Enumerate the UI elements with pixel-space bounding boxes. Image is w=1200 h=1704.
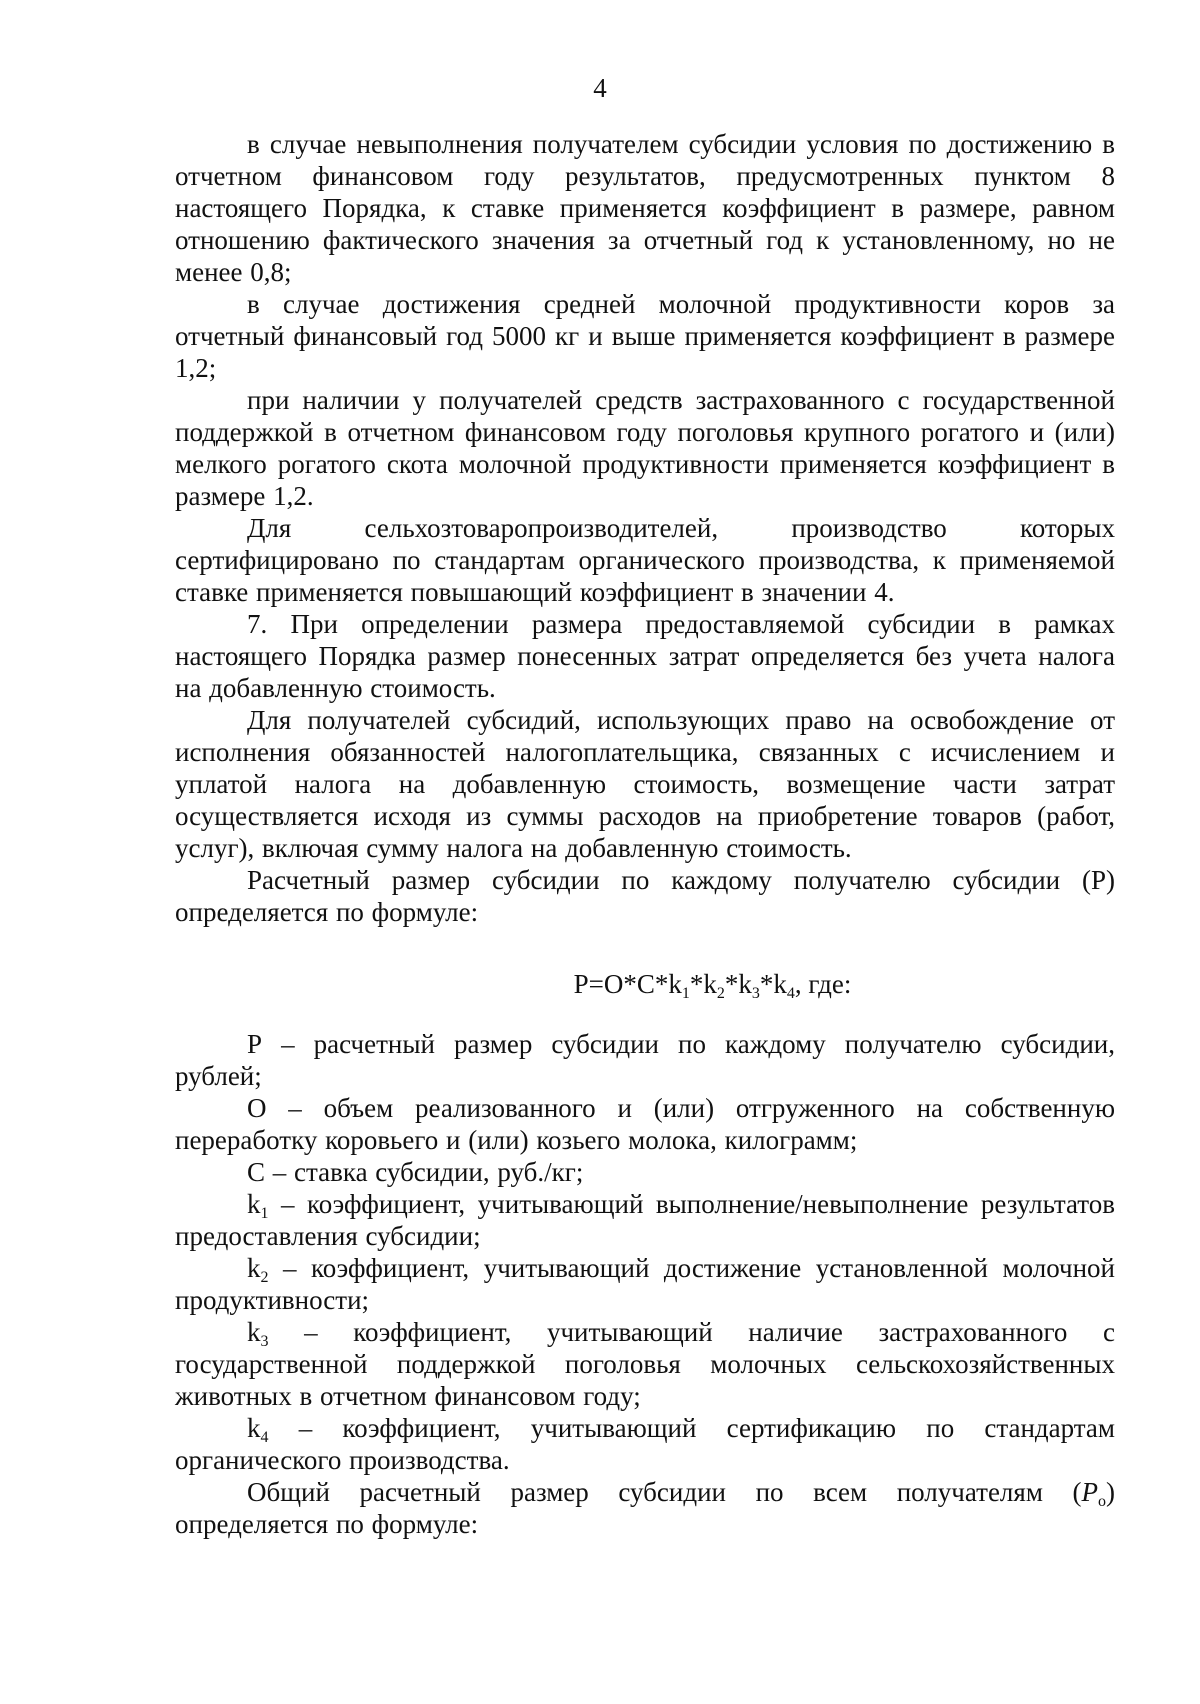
formula-part-2: *k <box>689 969 717 999</box>
k4-text: – коэффициент, учитывающий сертификацию по стандартам органического производства. <box>175 1413 1115 1475</box>
paragraph-coefficient-organic: Для сельхозтоваропроизводителей, производство которых сертифицировано по стандартам органического производства, к применяемой ставке применяется повышающий коэффициент в значении 4. <box>175 513 1115 607</box>
formula-tail: , где: <box>794 969 852 999</box>
k3-text: – коэффициент, учитывающий наличие застрахованного с государственной поддержкой поголовья молочных сельскохозяйственных животных в отчетном финансовом году; <box>175 1317 1115 1411</box>
k4-subscript: 4 <box>260 1429 269 1446</box>
k3-symbol: k <box>247 1317 261 1347</box>
paragraph-formula-intro: Расчетный размер субсидии по каждому получателю субсидии (Р) определяется по формуле: <box>175 865 1115 927</box>
k3-subscript: 3 <box>260 1333 269 1350</box>
total-text-after: ) определяется по формуле: <box>175 1477 1115 1539</box>
paragraph-coefficient-results: в случае невыполнения получателем субсидии условия по достижению в отчетном финансовом году результатов, предусмотренных пунктом 8 настоящего Порядка, к ставке применяется коэффициент в размере, равном отношению фактического значения за отчетный год к установленному, но не менее 0,8; <box>175 129 1115 287</box>
definition-k2 <box>175 1252 1115 1316</box>
k1-symbol: k <box>247 1189 261 1219</box>
k1-text: – коэффициент, учитывающий выполнение/невыполнение результатов предоставления субсидии; <box>175 1189 1115 1251</box>
k2-text: – коэффициент, учитывающий достижение установленной молочной продуктивности; <box>175 1253 1115 1315</box>
paragraph-coefficient-insurance: при наличии у получателей средств застрахованного с государственной поддержкой в отчетном финансовом году поголовья крупного рогатого и (или) мелкого рогатого скота молочной продуктивности применяется коэффициент в размере 1,2. <box>175 385 1115 511</box>
total-symbol-subscript: o <box>1098 1493 1106 1510</box>
formula-sub-1: 1 <box>681 985 690 1002</box>
k2-symbol: k <box>247 1253 261 1283</box>
paragraph-total-formula-intro <box>175 1476 1115 1540</box>
k1-subscript: 1 <box>260 1205 269 1222</box>
formula-sub-4: 4 <box>786 985 795 1002</box>
formula-sub-3: 3 <box>751 985 760 1002</box>
k4-symbol: k <box>247 1413 261 1443</box>
paragraph-vat-exemption: Для получателей субсидий, использующих право на освобождение от исполнения обязанностей налогоплательщика, связанных с исчислением и уплатой налога на добавленную стоимость, возмещение части затрат осуществляется исходя из суммы расходов на приобретение товаров (работ, услуг), включая сумму налога на добавленную стоимость. <box>175 705 1115 863</box>
formula-main: Р=О*С*k <box>573 969 682 999</box>
definition-o: О – объем реализованного и (или) отгруженного на собственную переработку коровьего и (или) козьего молока, килограмм; <box>175 1093 1115 1155</box>
definition-k4 <box>175 1412 1115 1476</box>
definition-p: Р – расчетный размер субсидии по каждому получателю субсидии, рублей; <box>175 1029 1115 1091</box>
page-number: 4 <box>593 73 607 103</box>
total-text-before: Общий расчетный размер субсидии по всем получателям ( <box>247 1477 1082 1507</box>
formula-part-3: *k <box>724 969 752 999</box>
k2-subscript: 2 <box>260 1269 269 1286</box>
document-body <box>175 128 1115 1540</box>
definition-c: С – ставка субсидии, руб./кг; <box>247 1157 584 1187</box>
definition-k1 <box>175 1188 1115 1252</box>
formula-part-4: *k <box>759 969 787 999</box>
total-symbol: P <box>1081 1477 1098 1507</box>
definition-k3 <box>175 1316 1115 1412</box>
formula-sub-2: 2 <box>716 985 725 1002</box>
subsidy-formula <box>175 968 1115 1000</box>
paragraph-coefficient-productivity: в случае достижения средней молочной продуктивности коров за отчетный финансовый год 5000 кг и выше применяется коэффициент в размере 1,2; <box>175 289 1115 383</box>
paragraph-item-7: 7. При определении размера предоставляемой субсидии в рамках настоящего Порядка размер понесенных затрат определяется без учета налога на добавленную стоимость. <box>175 609 1115 703</box>
